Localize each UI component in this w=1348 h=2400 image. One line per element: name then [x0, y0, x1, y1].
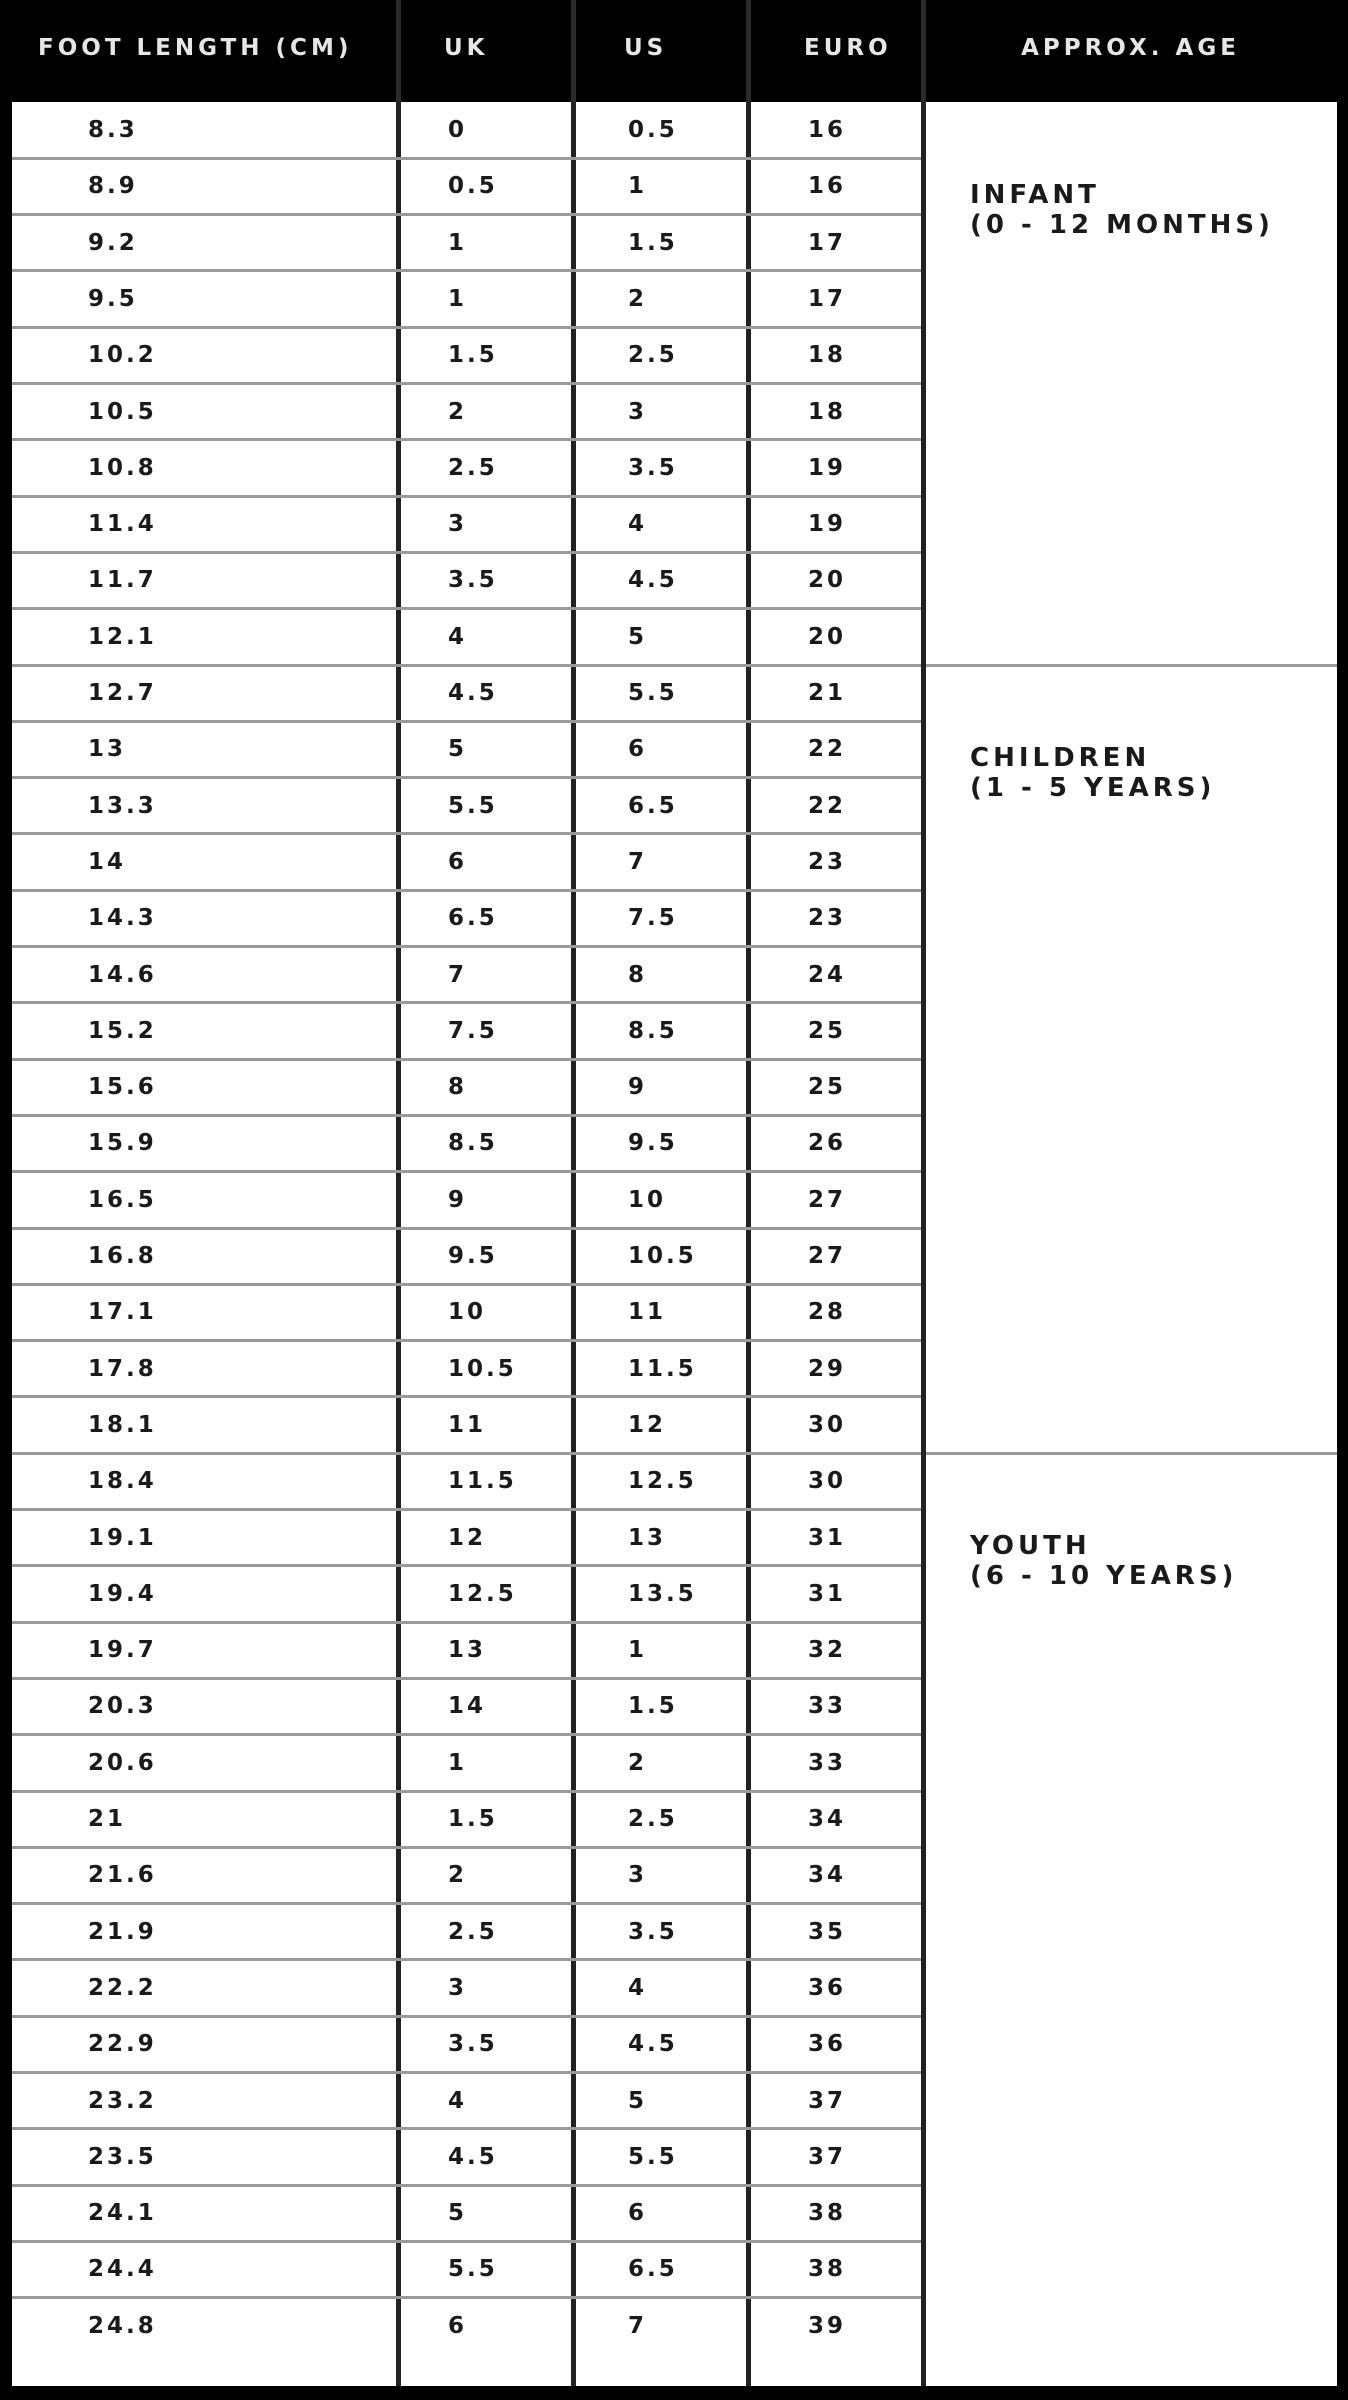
euro-size-cell: 37	[808, 2087, 847, 2114]
foot-length-cell: 11.7	[88, 567, 157, 594]
euro-size-cell: 16	[808, 173, 847, 200]
age-group-label	[970, 1531, 1237, 1591]
header-foot-length: FOOT LENGTH (CM)	[38, 35, 353, 61]
us-size-cell: 4	[628, 511, 648, 538]
row-divider	[12, 945, 921, 948]
us-size-cell: 2	[628, 285, 648, 312]
uk-size-cell: 11.5	[448, 1468, 517, 1495]
uk-size-cell: 6	[448, 848, 468, 875]
us-size-cell: 11	[628, 1299, 667, 1326]
euro-size-cell: 38	[808, 2200, 847, 2227]
foot-length-cell: 13	[88, 736, 127, 763]
euro-size-cell: 23	[808, 905, 847, 932]
row-divider	[12, 2015, 921, 2018]
header-divider	[396, 0, 401, 102]
us-size-cell: 13.5	[628, 1580, 697, 1607]
euro-size-cell: 31	[808, 1580, 847, 1607]
euro-size-cell: 16	[808, 117, 847, 143]
foot-length-cell: 15.2	[88, 1017, 157, 1044]
foot-length-cell: 21.9	[88, 1918, 157, 1945]
uk-size-cell: 3.5	[448, 567, 498, 594]
euro-size-cell: 20	[808, 567, 847, 594]
euro-size-cell: 20	[808, 623, 847, 650]
row-divider	[12, 157, 921, 160]
us-size-cell: 5	[628, 623, 648, 650]
uk-size-cell: 7.5	[448, 1017, 498, 1044]
euro-size-cell: 21	[808, 680, 847, 706]
uk-size-cell: 11	[448, 1411, 487, 1438]
uk-size-cell: 10.5	[448, 1355, 517, 1382]
row-divider	[12, 832, 921, 835]
us-size-cell: 1	[628, 1637, 648, 1664]
row-divider	[12, 1339, 921, 1342]
foot-length-cell: 8.3	[88, 117, 138, 143]
uk-size-cell: 9	[448, 1186, 468, 1213]
foot-length-cell: 12.1	[88, 623, 157, 650]
header-us: US	[624, 35, 668, 61]
us-size-cell: 7.5	[628, 905, 678, 932]
uk-size-cell: 12	[448, 1524, 487, 1551]
us-size-cell: 11.5	[628, 1355, 697, 1382]
uk-size-cell: 5.5	[448, 792, 498, 819]
euro-size-cell: 19	[808, 454, 847, 481]
us-size-cell: 1	[628, 173, 648, 200]
foot-length-cell: 19.1	[88, 1524, 157, 1551]
euro-size-cell: 24	[808, 961, 847, 988]
foot-length-cell: 14.3	[88, 905, 157, 932]
foot-length-cell: 10.2	[88, 342, 157, 369]
foot-length-cell: 21.6	[88, 1862, 157, 1889]
euro-size-cell: 32	[808, 1637, 847, 1664]
us-size-cell: 2.5	[628, 342, 678, 369]
euro-size-cell: 30	[808, 1411, 847, 1438]
us-size-cell: 2.5	[628, 1806, 678, 1832]
us-size-cell: 10	[628, 1186, 667, 1213]
us-size-cell: 0.5	[628, 117, 678, 143]
foot-length-cell: 13.3	[88, 792, 157, 819]
foot-length-cell: 20.6	[88, 1749, 157, 1776]
row-divider	[12, 720, 921, 723]
uk-size-cell: 6	[448, 2312, 468, 2339]
us-size-cell: 6	[628, 736, 648, 763]
us-size-cell: 2	[628, 1749, 648, 1776]
age-group-name: YOUTH	[970, 1531, 1091, 1562]
us-size-cell: 1.5	[628, 1693, 678, 1720]
row-divider	[12, 2184, 921, 2187]
header-euro: EURO	[804, 35, 892, 61]
header-approx-age: APPROX. AGE	[1021, 35, 1240, 61]
foot-length-cell: 10.5	[88, 398, 157, 425]
row-divider	[12, 607, 921, 610]
foot-length-cell: 22.2	[88, 1974, 157, 2001]
euro-size-cell: 33	[808, 1693, 847, 1720]
foot-length-cell: 9.5	[88, 285, 138, 312]
uk-size-cell: 4.5	[448, 2143, 498, 2170]
euro-size-cell: 18	[808, 342, 847, 369]
row-divider	[12, 269, 921, 272]
euro-size-cell: 31	[808, 1524, 847, 1551]
euro-size-cell: 19	[808, 511, 847, 538]
uk-size-cell: 3.5	[448, 2031, 498, 2058]
us-size-cell: 9.5	[628, 1130, 678, 1157]
euro-size-cell: 34	[808, 1862, 847, 1889]
row-divider	[12, 1508, 921, 1511]
us-size-cell: 4.5	[628, 567, 678, 594]
uk-size-cell: 14	[448, 1693, 487, 1720]
foot-length-cell: 16.8	[88, 1243, 157, 1269]
row-divider	[12, 1621, 921, 1624]
uk-size-cell: 1	[448, 1749, 468, 1776]
us-size-cell: 3	[628, 398, 648, 425]
column-divider	[921, 102, 926, 2386]
row-divider	[12, 776, 921, 779]
row-divider	[12, 1790, 921, 1793]
age-group-range: (6 - 10 YEARS)	[970, 1561, 1238, 1592]
age-group-label	[970, 180, 1274, 240]
us-size-cell: 4.5	[628, 2031, 678, 2058]
row-divider	[12, 2071, 921, 2074]
foot-length-cell: 11.4	[88, 511, 157, 538]
us-size-cell: 4	[628, 1974, 648, 2001]
foot-length-cell: 23.2	[88, 2087, 157, 2114]
euro-size-cell: 27	[808, 1243, 847, 1269]
age-group-label	[970, 743, 1215, 803]
foot-length-cell: 20.3	[88, 1693, 157, 1720]
uk-size-cell: 2.5	[448, 1918, 498, 1945]
uk-size-cell: 7	[448, 961, 468, 988]
row-divider	[12, 326, 921, 329]
euro-size-cell: 29	[808, 1355, 847, 1382]
foot-length-cell: 23.5	[88, 2143, 157, 2170]
row-divider	[12, 1677, 921, 1680]
header-divider	[746, 0, 751, 102]
row-divider	[12, 1902, 921, 1905]
row-divider	[12, 1058, 921, 1061]
us-size-cell: 5.5	[628, 2143, 678, 2170]
us-size-cell: 6.5	[628, 2256, 678, 2283]
uk-size-cell: 8.5	[448, 1130, 498, 1157]
row-divider	[12, 1846, 921, 1849]
us-size-cell: 3.5	[628, 1918, 678, 1945]
euro-size-cell: 36	[808, 2031, 847, 2058]
row-divider	[12, 664, 921, 667]
euro-size-cell: 37	[808, 2143, 847, 2170]
euro-size-cell: 39	[808, 2312, 847, 2339]
foot-length-cell: 18.4	[88, 1468, 157, 1495]
uk-size-cell: 5.5	[448, 2256, 498, 2283]
foot-length-cell: 24.8	[88, 2312, 157, 2339]
euro-size-cell: 25	[808, 1074, 847, 1101]
foot-length-cell: 18.1	[88, 1411, 157, 1438]
row-divider	[12, 1564, 921, 1567]
row-divider	[12, 1001, 921, 1004]
column-divider	[571, 102, 576, 2386]
euro-size-cell: 34	[808, 1806, 847, 1832]
age-group-range: (0 - 12 MONTHS)	[970, 210, 1274, 240]
euro-size-cell: 26	[808, 1130, 847, 1157]
foot-length-cell: 22.9	[88, 2031, 157, 2058]
header-divider	[571, 0, 576, 102]
euro-size-cell: 35	[808, 1918, 847, 1945]
uk-size-cell: 4	[448, 623, 468, 650]
foot-length-cell: 17.1	[88, 1299, 157, 1326]
uk-size-cell: 0	[448, 117, 468, 143]
uk-size-cell: 6.5	[448, 905, 498, 932]
uk-size-cell: 2	[448, 1862, 468, 1889]
euro-size-cell: 28	[808, 1299, 847, 1326]
row-divider	[12, 1283, 921, 1286]
foot-length-cell: 14.6	[88, 961, 157, 988]
euro-size-cell: 25	[808, 1017, 847, 1044]
foot-length-cell: 17.8	[88, 1355, 157, 1382]
us-size-cell: 6	[628, 2200, 648, 2227]
uk-size-cell: 4.5	[448, 680, 498, 706]
foot-length-cell: 24.4	[88, 2256, 157, 2283]
row-divider	[12, 1452, 921, 1455]
foot-length-cell: 19.4	[88, 1580, 157, 1607]
us-size-cell: 5.5	[628, 680, 678, 706]
row-divider	[12, 2296, 921, 2299]
uk-size-cell: 10	[448, 1299, 487, 1326]
row-divider	[12, 213, 921, 216]
row-divider	[12, 1958, 921, 1961]
uk-size-cell: 9.5	[448, 1243, 498, 1269]
uk-size-cell: 12.5	[448, 1580, 517, 1607]
foot-length-cell: 10.8	[88, 454, 157, 481]
us-size-cell: 5	[628, 2087, 648, 2114]
euro-size-cell: 36	[808, 1974, 847, 2001]
row-divider	[12, 1170, 921, 1173]
header-divider	[921, 0, 926, 102]
euro-size-cell: 38	[808, 2256, 847, 2283]
age-group-name: CHILDREN	[970, 743, 1151, 773]
foot-length-cell: 21	[88, 1806, 127, 1832]
uk-size-cell: 1.5	[448, 1806, 498, 1832]
euro-size-cell: 27	[808, 1186, 847, 1213]
euro-size-cell: 17	[808, 229, 847, 256]
us-size-cell: 7	[628, 848, 648, 875]
uk-size-cell: 5	[448, 736, 468, 763]
us-size-cell: 12	[628, 1411, 667, 1438]
column-divider	[396, 102, 401, 2386]
uk-size-cell: 0.5	[448, 173, 498, 200]
us-size-cell: 8.5	[628, 1017, 678, 1044]
uk-size-cell: 1.5	[448, 342, 498, 369]
uk-size-cell: 2.5	[448, 454, 498, 481]
uk-size-cell: 1	[448, 229, 468, 256]
uk-size-cell: 5	[448, 2200, 468, 2227]
foot-length-cell: 12.7	[88, 680, 157, 706]
uk-size-cell: 3	[448, 1974, 468, 2001]
age-group-name: INFANT	[970, 180, 1100, 210]
us-size-cell: 10.5	[628, 1243, 697, 1269]
row-divider	[12, 1733, 921, 1736]
foot-length-cell: 14	[88, 848, 127, 875]
euro-size-cell: 22	[808, 736, 847, 763]
us-size-cell: 3.5	[628, 454, 678, 481]
euro-size-cell: 30	[808, 1468, 847, 1495]
group-divider	[926, 1452, 1337, 1455]
uk-size-cell: 8	[448, 1074, 468, 1101]
foot-length-cell: 15.9	[88, 1130, 157, 1157]
row-divider	[12, 2127, 921, 2130]
us-size-cell: 1.5	[628, 229, 678, 256]
euro-size-cell: 33	[808, 1749, 847, 1776]
euro-size-cell: 17	[808, 285, 847, 312]
row-divider	[12, 551, 921, 554]
euro-size-cell: 23	[808, 848, 847, 875]
column-divider	[746, 102, 751, 2386]
foot-length-cell: 24.1	[88, 2200, 157, 2227]
uk-size-cell: 3	[448, 511, 468, 538]
foot-length-cell: 15.6	[88, 1074, 157, 1101]
us-size-cell: 12.5	[628, 1468, 697, 1495]
foot-length-cell: 16.5	[88, 1186, 157, 1213]
us-size-cell: 13	[628, 1524, 667, 1551]
row-divider	[12, 495, 921, 498]
foot-length-cell: 19.7	[88, 1637, 157, 1664]
us-size-cell: 9	[628, 1074, 648, 1101]
row-divider	[12, 889, 921, 892]
row-divider	[12, 382, 921, 385]
uk-size-cell: 13	[448, 1637, 487, 1664]
foot-length-cell: 8.9	[88, 173, 138, 200]
foot-length-cell: 9.2	[88, 229, 138, 256]
row-divider	[12, 2240, 921, 2243]
row-divider	[12, 1114, 921, 1117]
us-size-cell: 6.5	[628, 792, 678, 819]
euro-size-cell: 18	[808, 398, 847, 425]
group-divider	[926, 664, 1337, 667]
row-divider	[12, 1395, 921, 1398]
row-divider	[12, 1227, 921, 1230]
us-size-cell: 8	[628, 961, 648, 988]
euro-size-cell: 22	[808, 792, 847, 819]
uk-size-cell: 4	[448, 2087, 468, 2114]
uk-size-cell: 2	[448, 398, 468, 425]
us-size-cell: 7	[628, 2312, 648, 2339]
uk-size-cell: 1	[448, 285, 468, 312]
header-uk: UK	[444, 35, 489, 61]
age-group-range: (1 - 5 YEARS)	[970, 773, 1216, 803]
row-divider	[12, 438, 921, 441]
us-size-cell: 3	[628, 1862, 648, 1889]
